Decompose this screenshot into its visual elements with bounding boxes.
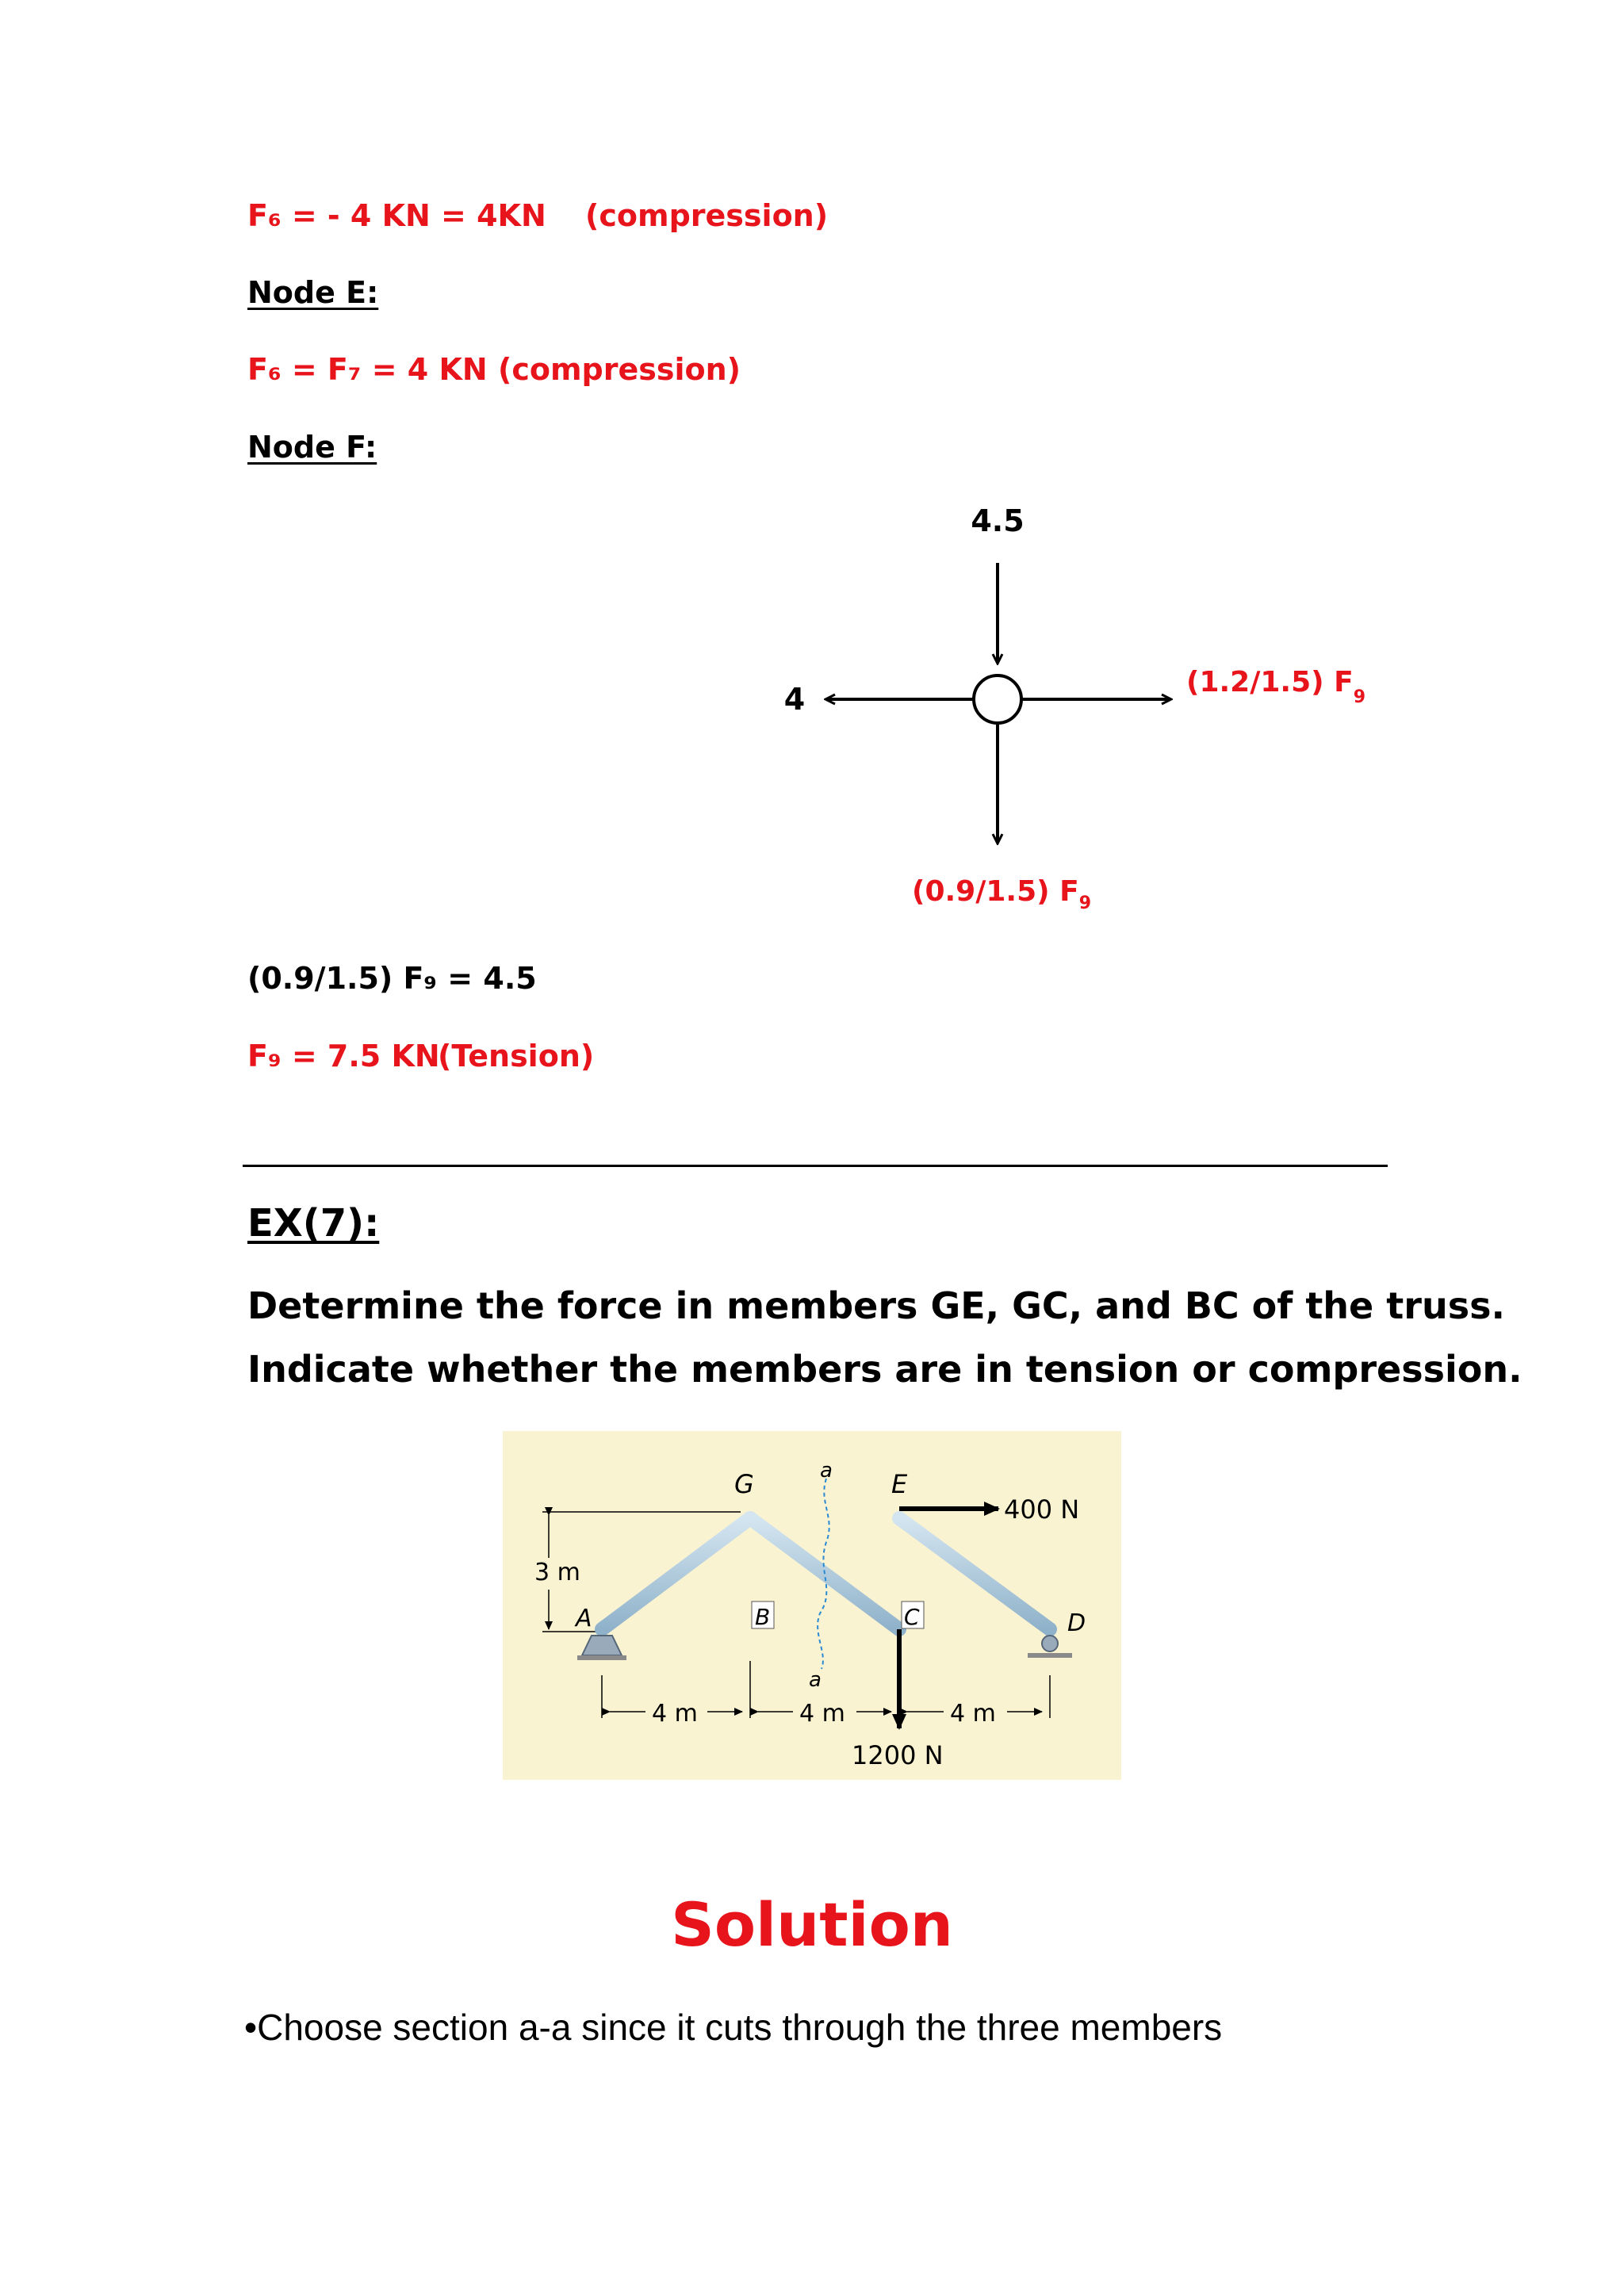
solution-title: Solution [671,1889,953,1960]
solution-bullet: •Choose section a-a since it cuts through the three members [244,2007,1223,2048]
span-dimension-2: 4 m [799,1700,845,1728]
span-dimension-3: 4 m [950,1700,996,1728]
node-label-b: B [755,1604,771,1630]
example-heading: EX(7): [247,1201,380,1246]
node-f-heading: Node F: [247,430,377,465]
section-label-bottom: a [809,1668,822,1692]
node-f-circle [974,675,1021,723]
node-f-free-body-diagram [761,492,1411,936]
node-e-heading: Node E: [247,275,379,310]
bottom-force-label: (0.9/1.5) $F_9$ [912,875,1092,913]
node-label-g: G [734,1469,754,1499]
right-force-label: (1.2/1.5) $F_9$ [1186,666,1366,707]
horizontal-load-label: 400 N [1004,1494,1080,1525]
top-force-label: 4.5 [971,503,1025,538]
section-divider [243,1165,1388,1167]
vertical-load-label: 1200 N [852,1740,944,1770]
f6-state-label: (compression) [585,198,829,233]
question-line-1: Determine the force in members GE, GC, and BC of the truss. [247,1284,1505,1327]
f9-result-line: F₉ = 7.5 KN [247,1039,440,1073]
node-label-c: C [904,1604,920,1630]
equation-line: (0.9/1.5) F₉ = 4.5 [247,961,537,996]
f6-result-line: F₆ = - 4 KN = 4KN [247,198,546,233]
roller-support-d [1042,1636,1058,1651]
section-label-top: a [820,1459,833,1483]
f6-f7-line: F₆ = F₇ = 4 KN (compression) [247,352,741,387]
node-label-d: D [1067,1609,1086,1637]
node-label-a: A [576,1605,592,1632]
node-label-e: E [891,1469,908,1499]
span-dimension-1: 4 m [652,1700,698,1728]
truss-figure [503,1431,1121,1780]
left-force-label: 4 [783,682,806,717]
question-line-2: Indicate whether the members are in tension or compression. [247,1348,1522,1391]
f9-state-label: (Tension) [438,1039,595,1073]
height-dimension: 3 m [534,1559,580,1586]
